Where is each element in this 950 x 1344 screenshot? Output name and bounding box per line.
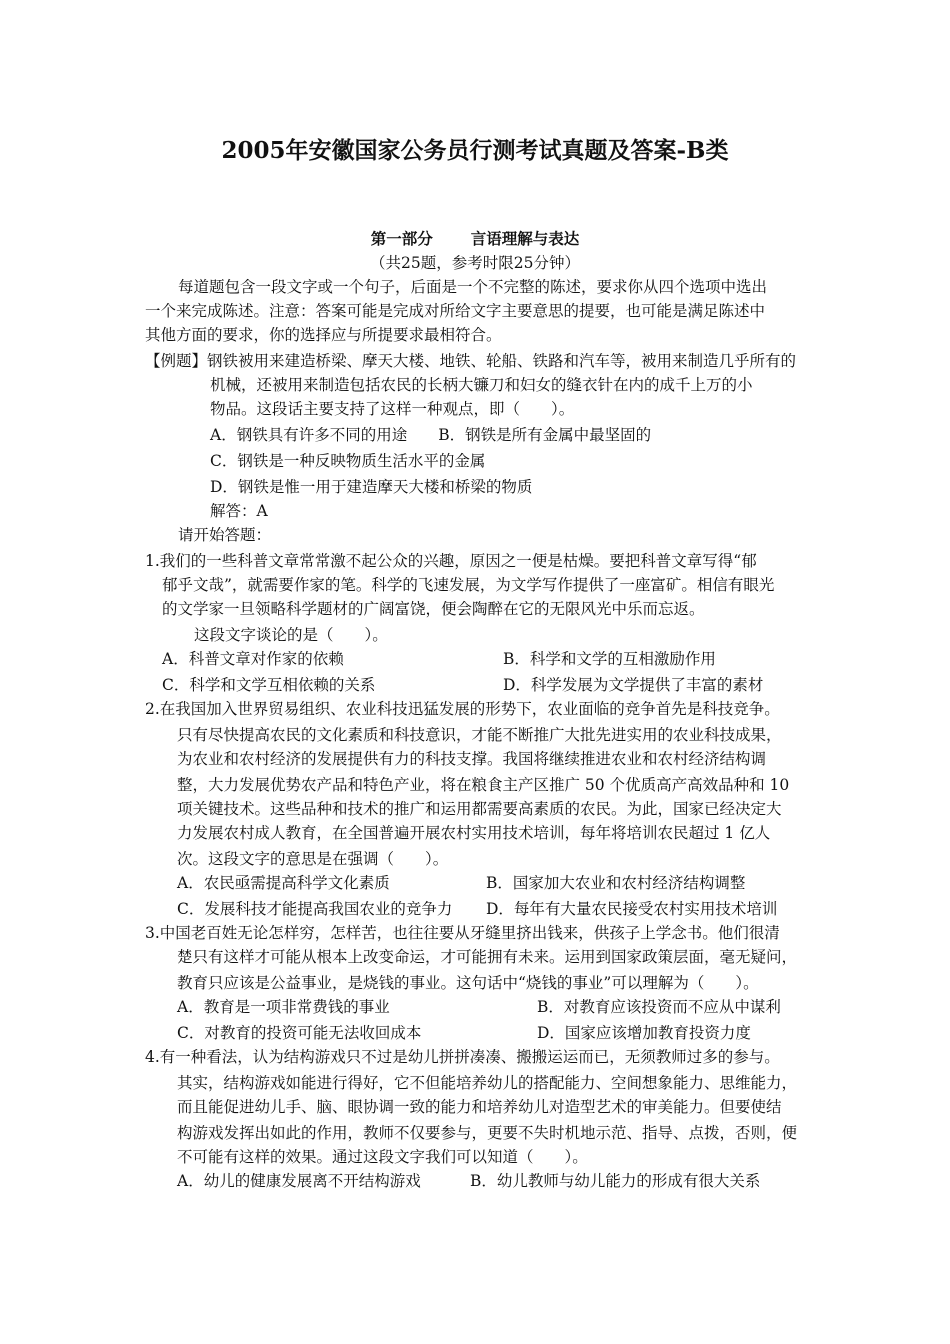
section-subtitle: （共25题，参考时限25分钟） xyxy=(370,254,580,272)
question-option: C．科学和文学互相依赖的关系 xyxy=(162,676,376,694)
question-line: 这段文字谈论的是（ ）。 xyxy=(194,626,388,644)
section-heading xyxy=(0,227,950,251)
question-option: B．对教育应该投资而不应从中谋利 xyxy=(537,998,781,1016)
question-line: 1.我们的一些科普文章常常激不起公众的兴趣，原因之一便是枯燥。要把科普文章写得“郁 xyxy=(145,552,757,570)
question-line: 2.在我国加入世界贸易组织、农业科技迅猛发展的形势下，农业面临的竞争首先是科技竞争。 xyxy=(145,700,780,718)
section-title: 言语理解与表达 xyxy=(470,229,580,248)
question-line: 教育只应该是公益事业，是烧钱的事业。这句话中“烧钱的事业”可以理解为（ ）。 xyxy=(177,974,759,992)
question-option: C．对教育的投资可能无法收回成本 xyxy=(177,1024,422,1042)
question-line: 次。这段文字的意思是在强调（ ）。 xyxy=(177,850,449,868)
section-label: 第一部分 xyxy=(370,229,433,248)
instruction-line: 其他方面的要求，你的选择应与所提要求最相符合。 xyxy=(145,326,502,344)
question-option: A．科普文章对作家的依赖 xyxy=(162,650,344,668)
example-option: C．钢铁是一种反映物质生活水平的金属 xyxy=(210,452,486,470)
question-line: 3.中国老百姓无论怎样穷，怎样苦，也往往要从牙缝里挤出钱来，供孩子上学念书。他们很清 xyxy=(145,924,780,942)
example-option: A．钢铁具有许多不同的用途 B．钢铁是所有金属中最坚固的 xyxy=(210,426,652,444)
question-line: 郁乎文哉”，就需要作家的笔。科学的飞速发展，为文学写作提供了一座富矿。相信有眼光 xyxy=(162,576,775,594)
question-line: 4.有一种看法，认为结构游戏只不过是幼儿拼拼凑凑、搬搬运运而已，无须教师过多的参与。 xyxy=(145,1048,780,1066)
question-option: B．科学和文学的互相激励作用 xyxy=(503,650,716,668)
question-option: B．幼儿教师与幼儿能力的形成有很大关系 xyxy=(470,1172,761,1190)
question-line: 为农业和农村经济的发展提供有力的科技支撑。我国将继续推进农业和农村经济结构调 xyxy=(177,750,767,768)
question-option: D．国家应该增加教育投资力度 xyxy=(537,1024,751,1042)
instruction-line: 每道题包含一段文字或一个句子，后面是一个不完整的陈述，要求你从四个选项中选出 xyxy=(178,278,768,296)
question-option: B．国家加大农业和农村经济结构调整 xyxy=(486,874,746,892)
document-title: 2005年安徽国家公务员行测考试真题及答案-B类 xyxy=(221,137,729,164)
instruction-line: 一个来完成陈述。注意：答案可能是完成对所给文字主要意思的提要，也可能是满足陈述中 xyxy=(145,302,766,320)
example-line: 机械，还被用来制造包括农民的长柄大镰刀和妇女的缝衣针在内的成千上万的小 xyxy=(210,376,753,394)
example-line: 【例题】钢铁被用来建造桥梁、摩天大楼、地铁、轮船、铁路和汽车等，被用来制造几乎所有的 xyxy=(145,352,797,370)
question-option: A．幼儿的健康发展离不开结构游戏 xyxy=(177,1172,421,1190)
question-option: A．教育是一项非常费钱的事业 xyxy=(177,998,390,1016)
question-line: 力发展农村成人教育，在全国普遍开展农村实用技术培训，每年将培训农民超过 1 亿人 xyxy=(177,824,771,842)
question-line: 其实，结构游戏如能进行得好，它不但能培养幼儿的搭配能力、空间想象能力、思维能力， xyxy=(177,1074,798,1092)
question-line: 只有尽快提高农民的文化素质和科技意识，才能不断推广大批先进实用的农业科技成果， xyxy=(177,726,782,744)
question-option: C．发展科技才能提高我国农业的竞争力 xyxy=(177,900,453,918)
question-option: A．农民亟需提高科学文化素质 xyxy=(177,874,390,892)
example-answer: 解答：A xyxy=(210,502,268,520)
example-line: 物品。这段话主要支持了这样一种观点，即（ ）。 xyxy=(210,400,575,418)
question-option: D．每年有大量农民接受农村实用技术培训 xyxy=(486,900,778,918)
question-option: D．科学发展为文学提供了丰富的素材 xyxy=(503,676,764,694)
question-line: 整，大力发展优势农产品和特色产业，将在粮食主产区推广 50 个优质高产高效品种和 10 xyxy=(177,776,790,794)
question-line: 楚只有这样才可能从根本上改变命运，才可能拥有未来。运用到国家政策层面，毫无疑问， xyxy=(177,948,798,966)
question-line: 不可能有这样的效果。通过这段文字我们可以知道（ ）。 xyxy=(177,1148,588,1166)
example-option: D．钢铁是惟一用于建造摩天大楼和桥梁的物质 xyxy=(210,478,533,496)
question-line: 而且能促进幼儿手、脑、眼协调一致的能力和培养幼儿对造型艺术的审美能力。但要使结 xyxy=(177,1098,782,1116)
start-prompt: 请开始答题： xyxy=(178,526,272,544)
question-line: 项关键技术。这些品种和技术的推广和运用都需要高素质的农民。为此，国家已经决定大 xyxy=(177,800,782,818)
question-line: 的文学家一旦领略科学题材的广阔富饶，便会陶醉在它的无限风光中乐而忘返。 xyxy=(162,600,705,618)
question-line: 构游戏发挥出如此的作用，教师不仅要参与，更要不失时机地示范、指导、点拨，否则，便 xyxy=(177,1124,798,1142)
